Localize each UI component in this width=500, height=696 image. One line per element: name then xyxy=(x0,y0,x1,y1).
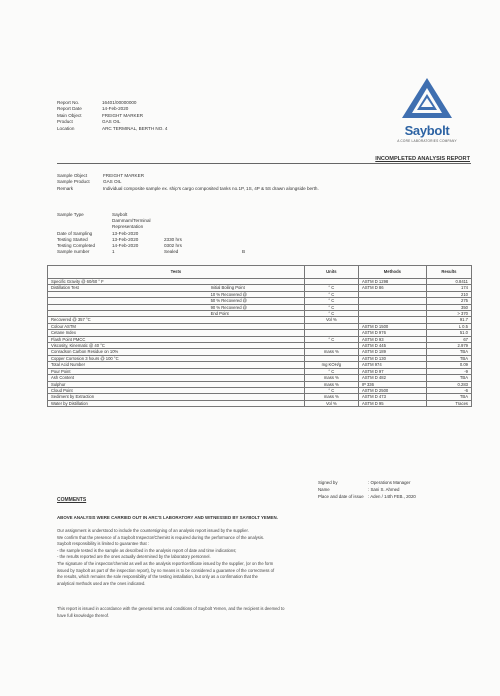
test-name: Specific Gravity @ 60/60 ° F xyxy=(48,279,199,285)
sampling-label: Sample Type xyxy=(57,212,84,217)
test-method: ASTM D 1500 xyxy=(358,323,426,329)
test-subitem: End Point xyxy=(199,311,305,317)
test-result: TBA xyxy=(426,355,471,361)
test-subitem: 10 % Recovered @ xyxy=(199,291,305,297)
test-unit: ° C xyxy=(304,311,358,317)
test-name: Water by Distillation xyxy=(48,400,199,406)
test-result: TBA xyxy=(426,375,471,381)
signature-value: : Operations Manager xyxy=(368,480,411,485)
test-name: Pour Point xyxy=(48,368,199,374)
test-name: Copper Corrosion 3 hours @ 100 °C xyxy=(48,355,199,361)
test-method: ASTM D 86 xyxy=(358,285,426,291)
results-table xyxy=(47,265,472,407)
signature-row xyxy=(318,479,478,486)
test-name: Flash Point PMCC xyxy=(48,336,199,342)
signature-row xyxy=(318,493,478,500)
test-method: ASTM D 130 xyxy=(358,355,426,361)
logo-subtitle: A CORE LABORATORIES COMPANY xyxy=(397,139,457,143)
sampling-details xyxy=(57,212,282,255)
header-row xyxy=(57,126,222,132)
info-value: FREIGHT MARKER xyxy=(103,173,145,178)
sampling-label: Sample number xyxy=(57,249,90,255)
test-method: ASTM D 473 xyxy=(358,394,426,400)
test-method: ASTM D 1298 xyxy=(358,279,426,285)
test-method: ASTM D 93 xyxy=(358,336,426,342)
sampling-value: Saybolt Dammam/Terminal Representation xyxy=(112,212,151,230)
sampling-value: 1 xyxy=(112,249,115,255)
sampling-row xyxy=(57,249,282,255)
test-name: Recovered @ 357 °C xyxy=(48,317,199,323)
sampling-time xyxy=(164,212,242,231)
sample-info xyxy=(57,173,463,192)
test-result: -9 xyxy=(426,368,471,374)
header-label: Report Date xyxy=(57,106,82,112)
laboratory-notice: ABOVE ANALYSIS WERE CARRIED OUT IN ARC'S LABORATORY AND WITNESSED BY SAYBOLT YEMEN. xyxy=(57,515,278,520)
sampling-label: Testing Started xyxy=(57,236,88,242)
test-result: 91.7 xyxy=(426,317,471,323)
paragraph-line: - the sample tested is the sample as described in the analysis report of date and time indications; xyxy=(57,547,237,553)
test-result: TBA xyxy=(426,394,471,400)
col-methods: Methods xyxy=(358,266,426,279)
test-result: 210 xyxy=(426,291,471,297)
header-label: Location xyxy=(57,125,75,131)
sampling-label: Date of Sampling xyxy=(57,230,93,236)
test-method: IP 336 xyxy=(358,381,426,387)
col-results: Results xyxy=(426,266,471,279)
sampling-number: B xyxy=(242,249,246,255)
col-tests: Tests xyxy=(48,266,305,279)
test-subitem: 50 % Recovered @ xyxy=(199,298,305,304)
test-name: Total Acid Number xyxy=(48,362,199,368)
test-unit: mass % xyxy=(304,394,358,400)
terms-paragraph xyxy=(57,606,284,619)
test-subitem xyxy=(199,400,305,406)
sampling-time: 2330 hrs xyxy=(164,236,182,242)
test-unit: mass % xyxy=(304,349,358,355)
test-result: 51.0 xyxy=(426,330,471,336)
logo-wordmark: Saybolt xyxy=(404,123,450,138)
test-name: Sediment by Extraction xyxy=(48,394,199,400)
report-header xyxy=(57,100,222,132)
test-name: Conradson Carbon Residue on 10% xyxy=(48,349,199,355)
test-result: -6 xyxy=(426,387,471,393)
signature-label: Place and date of issue xyxy=(318,494,364,499)
paragraph-line: issued by Saybolt as part of the inspection report), by no means is to be considered a guarantee of the correctness of xyxy=(57,567,275,573)
header-value: FREIGHT MARKER xyxy=(102,112,144,118)
info-row xyxy=(57,186,463,192)
sampling-value: 14-Feb-2020 xyxy=(112,243,139,249)
header-value: 16401/00000000 xyxy=(102,100,137,105)
test-result: 174 xyxy=(426,285,471,291)
test-unit: mass % xyxy=(304,381,358,387)
test-method: ASTM D 482 xyxy=(358,375,426,381)
test-subitem: 90 % Recovered @ xyxy=(199,304,305,310)
test-result: 350 xyxy=(426,304,471,310)
test-name: Viscosity, Kinematic @ 40 °C xyxy=(48,343,199,349)
test-result: > 370 xyxy=(426,311,471,317)
test-unit: ° C xyxy=(304,336,358,342)
test-result: 0.283 xyxy=(426,381,471,387)
table-row xyxy=(48,400,472,406)
paragraph-line: analytical methods used are the ones indicated. xyxy=(57,580,146,586)
test-name: Cloud Point xyxy=(48,387,199,393)
test-unit: mass % xyxy=(304,375,358,381)
paragraph-line: The signature of the inspector/chemist as well as the analysis report/certificate issued by the supplier, (or on the form xyxy=(57,560,274,566)
paragraph-line: - the results reported are the ones actually determined by the laboratory personnel. xyxy=(57,554,211,560)
sampling-row xyxy=(57,212,282,231)
sampling-number xyxy=(242,212,282,231)
signature-row xyxy=(318,486,478,493)
test-result: TBA xyxy=(426,349,471,355)
sampling-value: 13-Feb-2020 xyxy=(112,236,139,242)
test-result: 67 xyxy=(426,336,471,342)
test-result: L 0.5 xyxy=(426,323,471,329)
header-divider xyxy=(57,163,471,164)
signature-label: Name xyxy=(318,487,330,492)
col-units: Units xyxy=(304,266,358,279)
header-value: GAS OIL xyxy=(102,119,121,125)
test-unit: mg KOH/g xyxy=(304,362,358,368)
header-label: Main Object xyxy=(57,112,82,118)
test-method: ASTM D 976 xyxy=(358,330,426,336)
test-subitem: Initial Boiling Point xyxy=(199,285,305,291)
test-method: ASTM D 97 xyxy=(358,368,426,374)
paragraph-line: Our assignment is understood to include the countersigning of an analysis report issued by the supplier. xyxy=(57,528,249,533)
sampling-value: 13-Feb-2020 xyxy=(112,230,139,236)
sampling-time: 0302 hrs xyxy=(164,243,182,249)
test-name: Colour ASTM xyxy=(48,323,199,329)
sampling-label: Testing Completed xyxy=(57,243,96,249)
comments-heading: COMMENTS xyxy=(57,497,87,503)
paragraph-line: We confirm that the presence of a Saybolt Inspector/Chemist is required during the performance of the analysis. xyxy=(57,534,265,540)
test-method: ASTM D 445 xyxy=(358,343,426,349)
test-method: ASTM D 95 xyxy=(358,400,426,406)
info-label: Remark xyxy=(57,185,74,191)
test-unit: ° C xyxy=(304,298,358,304)
test-name: Cetane Index xyxy=(48,330,199,336)
header-value: ARC TERMINAL, BERTH NO. 4 xyxy=(102,125,168,131)
test-result: 0.09 xyxy=(426,362,471,368)
test-result: 275 xyxy=(426,298,471,304)
signature-block xyxy=(318,479,478,500)
paragraph-line: the results, which remains the sole responsibility of the testing installation, but only as a confirmation that the xyxy=(57,574,258,580)
test-unit: ° C xyxy=(304,291,358,297)
test-method: ASTM D 2500 xyxy=(358,387,426,393)
saybolt-logo-icon xyxy=(400,76,454,120)
test-method: ASTM D 189 xyxy=(358,349,426,355)
info-value: GAS OIL xyxy=(103,179,122,185)
header-value: 14-Feb-2020 xyxy=(102,106,129,112)
paragraph-line: have full knowledge thereof. xyxy=(57,612,110,618)
info-label: Sample Product xyxy=(57,179,90,185)
test-unit: ° C xyxy=(304,387,358,393)
test-name: Ash Content xyxy=(48,375,199,381)
test-unit: ° C xyxy=(304,304,358,310)
header-label: Report No. xyxy=(57,100,80,105)
paragraph-line: This report is issued in accordance with the general terms and conditions of Saybolt Yemen, and the recipient is deemed to xyxy=(57,606,285,611)
test-result: Traces xyxy=(426,400,471,406)
header-label: Product xyxy=(57,119,73,125)
saybolt-logo xyxy=(388,76,466,143)
test-name: Sulphur xyxy=(48,381,199,387)
results-header-row xyxy=(48,266,472,279)
sampling-time: Sealed xyxy=(164,249,179,255)
test-unit: Vol % xyxy=(304,400,358,406)
test-unit: ° C xyxy=(304,285,358,291)
signature-value: : Aden / 14th FEB., 2020 xyxy=(368,494,416,499)
test-result: 2.979 xyxy=(426,343,471,349)
info-value: Individual composite sample ex. ship's cargo composited tanks no.1P, 1S, 4P & 5S drawn alongside berth. xyxy=(103,185,319,191)
test-unit: ° C xyxy=(304,368,358,374)
test-name: Distillation Test xyxy=(48,285,199,291)
report-title: INCOMPLETED ANALYSIS REPORT xyxy=(375,156,470,162)
test-method: ASTM 974 xyxy=(358,362,426,368)
disclaimer-paragraph xyxy=(57,528,274,587)
test-unit: Vol % xyxy=(304,317,358,323)
signature-value: : Sani S. Ahmed xyxy=(368,487,400,492)
signature-label: Signed by xyxy=(318,480,338,485)
info-label: Sample Object xyxy=(57,173,88,178)
test-result: 0.8411 xyxy=(426,279,471,285)
paragraph-line: Saybolt responsibility is limited to guarantee that : xyxy=(57,541,149,547)
